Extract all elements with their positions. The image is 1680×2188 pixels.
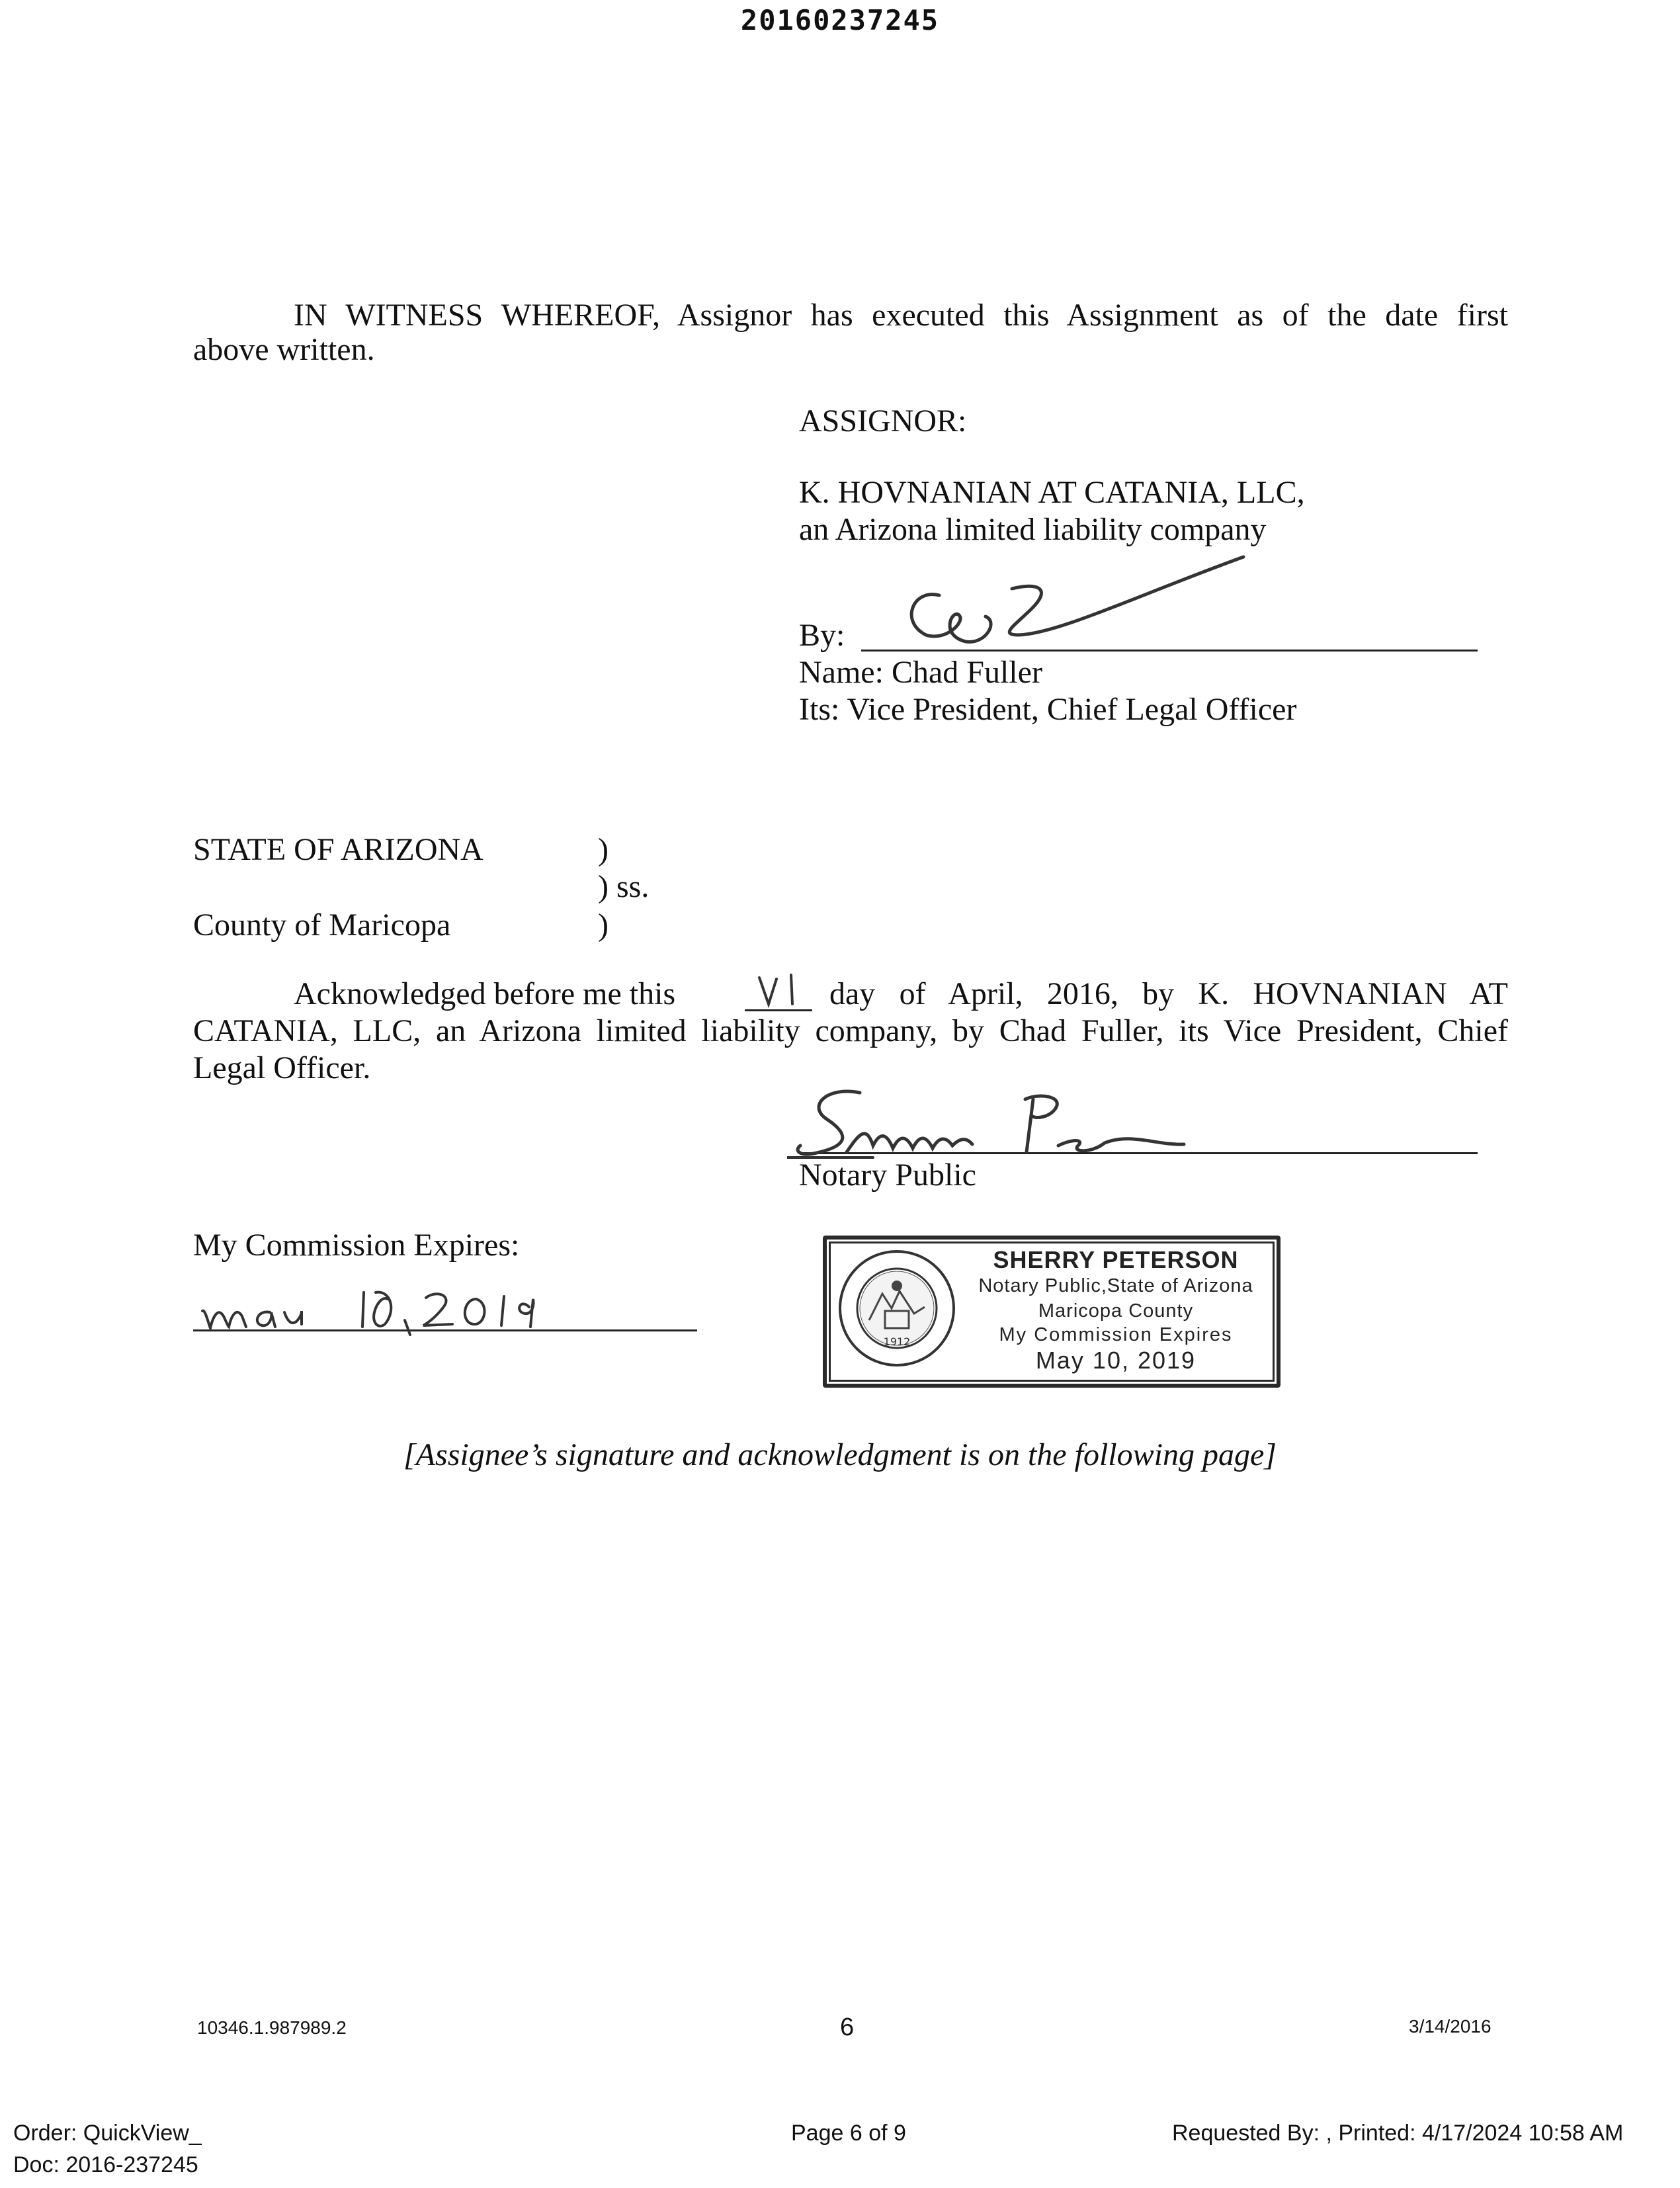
ack-line-1b: day of April, 2016, by K. HOVNANIAN AT — [829, 976, 1508, 1011]
following-page-note: [Assignee’s signature and acknowledgment is on the following page] — [403, 1437, 1277, 1472]
venue-paren-2: ) — [598, 907, 609, 943]
stamp-notary-name: SHERRY PETERSON — [993, 1246, 1239, 1273]
ack-line-3: Legal Officer. — [193, 1050, 371, 1085]
ack-day-line — [745, 1009, 812, 1011]
stamp-notary-title: Notary Public,State of Arizona — [978, 1275, 1253, 1296]
recording-number: 20160237245 — [740, 4, 940, 36]
stamp-expires-label: My Commission Expires — [999, 1324, 1233, 1345]
witness-line-1: IN WITNESS WHEREOF, Assignor has executed this Assignment as of the date first — [294, 298, 1508, 333]
assignor-signature — [886, 542, 1257, 655]
assignor-company-desc: an Arizona limited liability company — [799, 512, 1267, 547]
notary-stamp — [823, 1236, 1281, 1388]
footer-doc-code: 10346.1.987989.2 — [197, 2017, 347, 2038]
venue-paren-1: ) — [598, 832, 609, 867]
assignor-heading: ASSIGNOR: — [799, 403, 967, 439]
venue-ss: ) ss. — [598, 869, 650, 904]
doc-number: Doc: 2016-237245 — [13, 2152, 198, 2177]
footer-page-number: 6 — [840, 2013, 855, 2041]
ack-day-handwritten — [751, 970, 811, 1009]
requested-printed: Requested By: , Printed: 4/17/2024 10:58 AM — [1172, 2121, 1624, 2146]
commission-expires-label: My Commission Expires: — [193, 1228, 520, 1263]
signer-name: Name: Chad Fuller — [799, 655, 1042, 690]
arizona-seal-icon — [836, 1247, 958, 1369]
stamp-expires-date: May 10, 2019 — [1035, 1347, 1197, 1374]
ack-line-1a: Acknowledged before me this — [294, 976, 676, 1011]
ack-line-2: CATANIA, LLC, an Arizona limited liability company, by Chad Fuller, its Vice President, Chief — [193, 1013, 1508, 1048]
notary-public-label: Notary Public — [799, 1157, 976, 1193]
venue-county: County of Maricopa — [193, 907, 451, 943]
commission-expires-handwritten — [198, 1283, 556, 1336]
by-label: By: — [799, 618, 845, 653]
order-label: Order: QuickView_ — [13, 2121, 202, 2146]
notary-signature — [787, 1079, 1210, 1165]
signer-title: Its: Vice President, Chief Legal Officer — [799, 692, 1297, 727]
stamp-county: Maricopa County — [1038, 1300, 1194, 1322]
seal-year: 1912 — [883, 1335, 911, 1348]
witness-line-2: above written. — [193, 332, 375, 367]
assignor-company: K. HOVNANIAN AT CATANIA, LLC, — [799, 475, 1305, 510]
footer-date: 3/14/2016 — [1409, 2016, 1491, 2037]
venue-state: STATE OF ARIZONA — [193, 832, 483, 867]
page-of-total: Page 6 of 9 — [791, 2121, 906, 2146]
